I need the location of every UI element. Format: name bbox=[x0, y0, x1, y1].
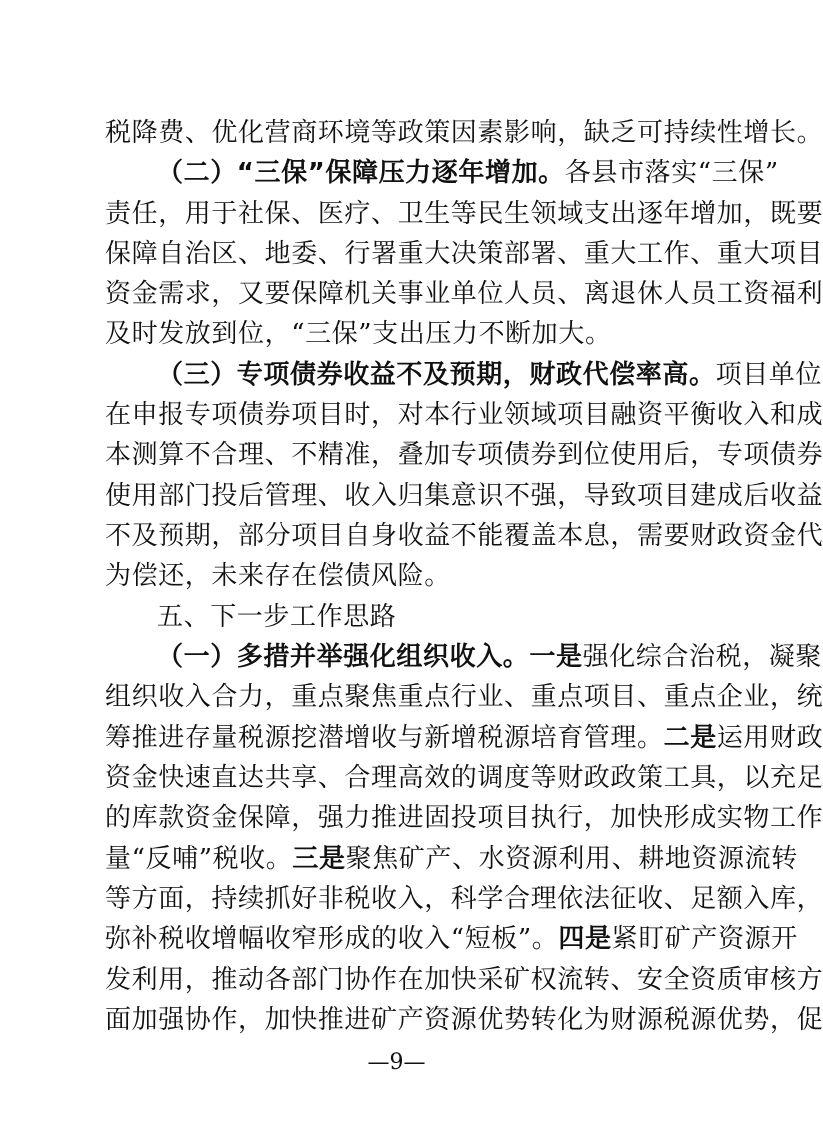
text-run: 资金需求，又要保障机关事业单位人员、离退休人员工资福利 bbox=[105, 279, 823, 309]
chapter-heading: 五、下一步工作思路 bbox=[157, 602, 397, 632]
paragraph-line bbox=[105, 234, 823, 274]
section-heading-bold: （二）“三保”保障压力逐年增加。 bbox=[157, 158, 565, 188]
paragraph-line bbox=[105, 274, 823, 314]
text-run: 不及预期，部分项目自身收益不能覆盖本息，需要财政资金代 bbox=[105, 521, 823, 551]
paragraph-line bbox=[105, 395, 823, 435]
text-run: 项目单位 bbox=[715, 360, 823, 390]
paragraph-line bbox=[105, 476, 823, 516]
list-marker-bold: 三是 bbox=[292, 844, 346, 874]
paragraph-line bbox=[105, 879, 823, 919]
text-run: 各县市落实“三保” bbox=[564, 158, 779, 188]
section-heading-line bbox=[157, 637, 823, 677]
text-run: 量“反哺”税收。 bbox=[105, 844, 293, 874]
section-heading-bold: （三）专项债券收益不及预期，财政代偿率高。 bbox=[157, 360, 716, 390]
text-run: 聚焦矿产、水资源利用、耕地资源流转 bbox=[345, 844, 798, 874]
text-run: 本测算不合理、不精准，叠加专项债券到位使用后，专项债券 bbox=[105, 440, 823, 470]
paragraph-line bbox=[105, 718, 823, 758]
text-run: 资金快速直达共享、合理高效的调度等财政政策工具，以充足 bbox=[105, 763, 823, 793]
list-marker-bold: 四是 bbox=[558, 924, 612, 954]
text-run: 的库款资金保障，强力推进固投项目执行，加快形成实物工作 bbox=[105, 803, 823, 833]
section-heading-line bbox=[157, 153, 779, 193]
paragraph-line bbox=[105, 516, 823, 556]
text-run: 强化综合治税，凝聚 bbox=[582, 642, 823, 672]
paragraph-line bbox=[105, 960, 823, 1000]
paragraph-line bbox=[105, 113, 823, 153]
paragraph-line bbox=[105, 758, 823, 798]
list-marker-bold: 一是 bbox=[529, 642, 583, 672]
text-run: 筹推进存量税源挖潜增收与新增税源培育管理。 bbox=[105, 723, 664, 753]
text-run: 紧盯矿产资源开 bbox=[611, 924, 798, 954]
text-run: 及时发放到位，“三保”支出压力不断加大。 bbox=[105, 319, 612, 349]
text-run: 面加强协作，加快推进矿产资源优势转化为财源税源优势，促 bbox=[105, 1005, 823, 1035]
paragraph-line bbox=[105, 839, 798, 879]
section-heading-bold: （一）多措并举强化组织收入。 bbox=[157, 642, 530, 672]
paragraph-line bbox=[105, 556, 690, 596]
paragraph-line bbox=[105, 1000, 823, 1040]
paragraph-line bbox=[105, 314, 690, 354]
text-run: 发利用，推动各部门协作在加快采矿权流转、安全资质审核方 bbox=[105, 965, 823, 995]
text-run: 等方面，持续抓好非税收入，科学合理依法征收、足额入库， bbox=[105, 884, 823, 914]
paragraph-line bbox=[105, 194, 823, 234]
text-run: 使用部门投后管理、收入归集意识不强，导致项目建成后收益 bbox=[105, 481, 823, 511]
section-heading-line bbox=[157, 355, 823, 395]
paragraph-line bbox=[105, 677, 823, 717]
paragraph-line bbox=[105, 435, 823, 475]
text-run: 为偿还，未来存在偿债风险。 bbox=[105, 561, 451, 591]
text-run: 在申报专项债券项目时，对本行业领域项目融资平衡收入和成 bbox=[105, 400, 823, 430]
paragraph-line bbox=[105, 919, 798, 959]
paragraph-line bbox=[105, 798, 823, 838]
text-run: 税降费、优化营商环境等政策因素影响，缺乏可持续性增长。 bbox=[105, 118, 823, 148]
text-run: 运用财政 bbox=[716, 723, 823, 753]
list-marker-bold: 二是 bbox=[663, 723, 717, 753]
text-run: 弥补税收增幅收窄形成的收入“短板”。 bbox=[105, 924, 559, 954]
text-run: 组织收入合力，重点聚焦重点行业、重点项目、重点企业，统 bbox=[105, 682, 823, 712]
page-number: —9— bbox=[367, 1050, 426, 1075]
text-run: 保障自治区、地委、行署重大决策部署、重大工作、重大项目 bbox=[105, 239, 823, 269]
chapter-heading-line bbox=[157, 597, 690, 637]
text-run: 责任，用于社保、医疗、卫生等民生领域支出逐年增加，既要 bbox=[105, 199, 823, 229]
